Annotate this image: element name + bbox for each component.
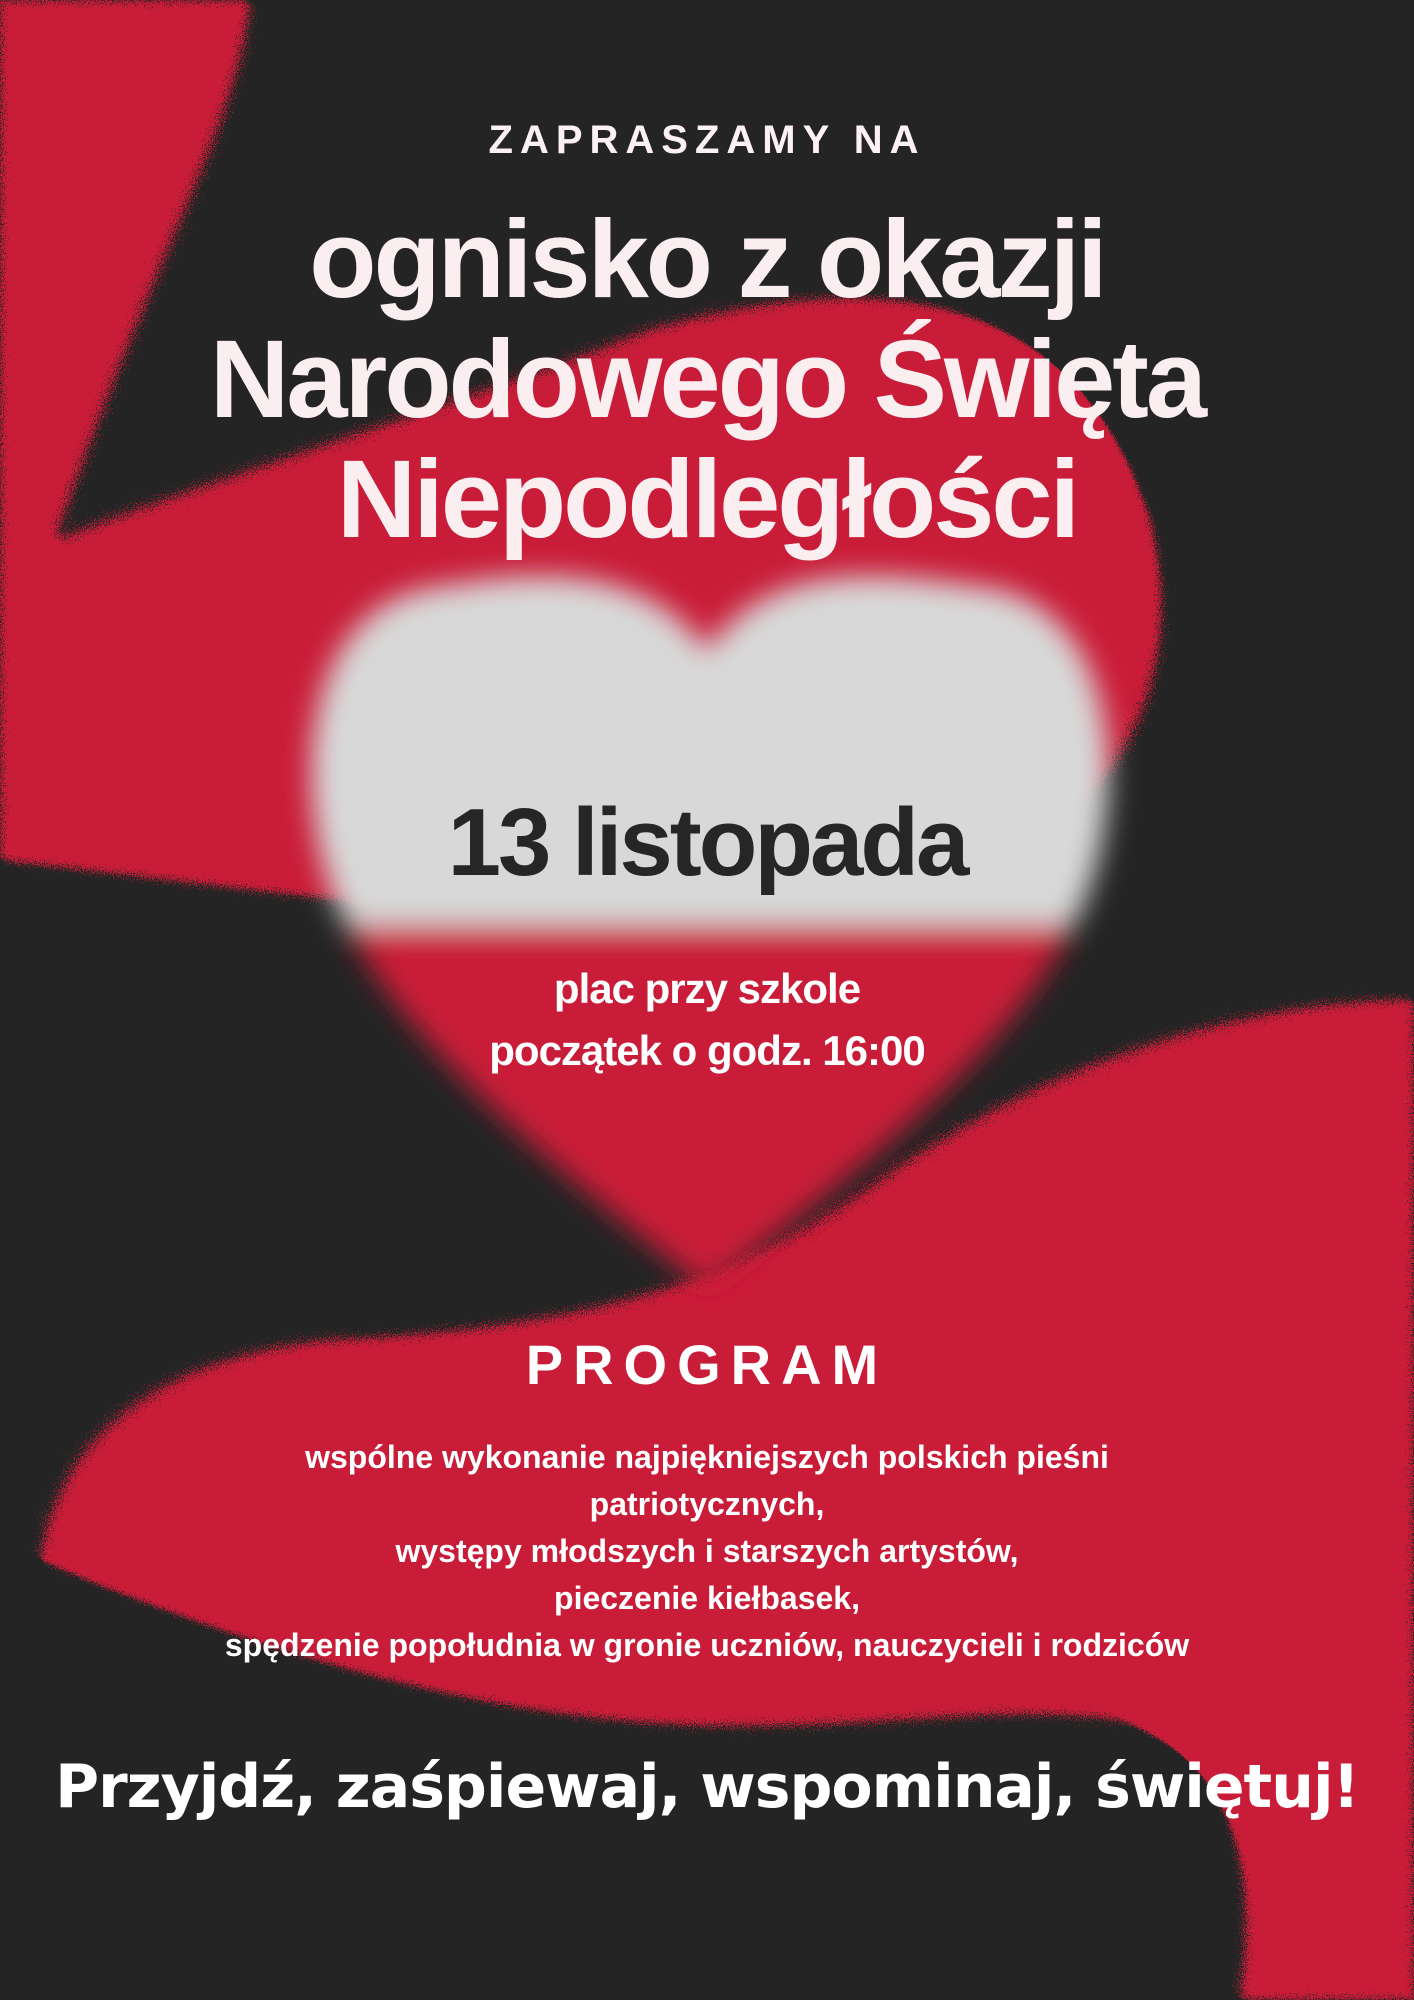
title-line: Niepodległości xyxy=(336,438,1078,561)
event-title xyxy=(0,200,1414,560)
time-line: początek o godz. 16:00 xyxy=(489,1027,925,1074)
title-line: ognisko z okazji xyxy=(309,198,1105,321)
program-item: pieczenie kiełbasek, xyxy=(554,1580,860,1616)
event-place-time xyxy=(0,958,1414,1082)
place-line: plac przy szkole xyxy=(553,965,861,1012)
event-date: 13 listopada xyxy=(447,789,967,896)
invite-text: ZAPRASZAMY NA xyxy=(488,118,926,162)
program-item: wspólne wykonanie najpiękniejszych polskich pieśni xyxy=(305,1439,1109,1475)
slogan: Przyjdź, zaśpiewaj, wspominaj, świętuj! xyxy=(55,1752,1359,1822)
program-item: patriotycznych, xyxy=(589,1486,825,1522)
program-heading: PROGRAM xyxy=(525,1333,889,1396)
program-item: występy młodszych i starszych artystów, xyxy=(395,1533,1019,1569)
program-list xyxy=(0,1434,1414,1669)
title-line: Narodowego Święta xyxy=(209,318,1205,441)
program-item: spędzenie popołudnia w gronie uczniów, nauczycieli i rodziców xyxy=(224,1627,1190,1663)
